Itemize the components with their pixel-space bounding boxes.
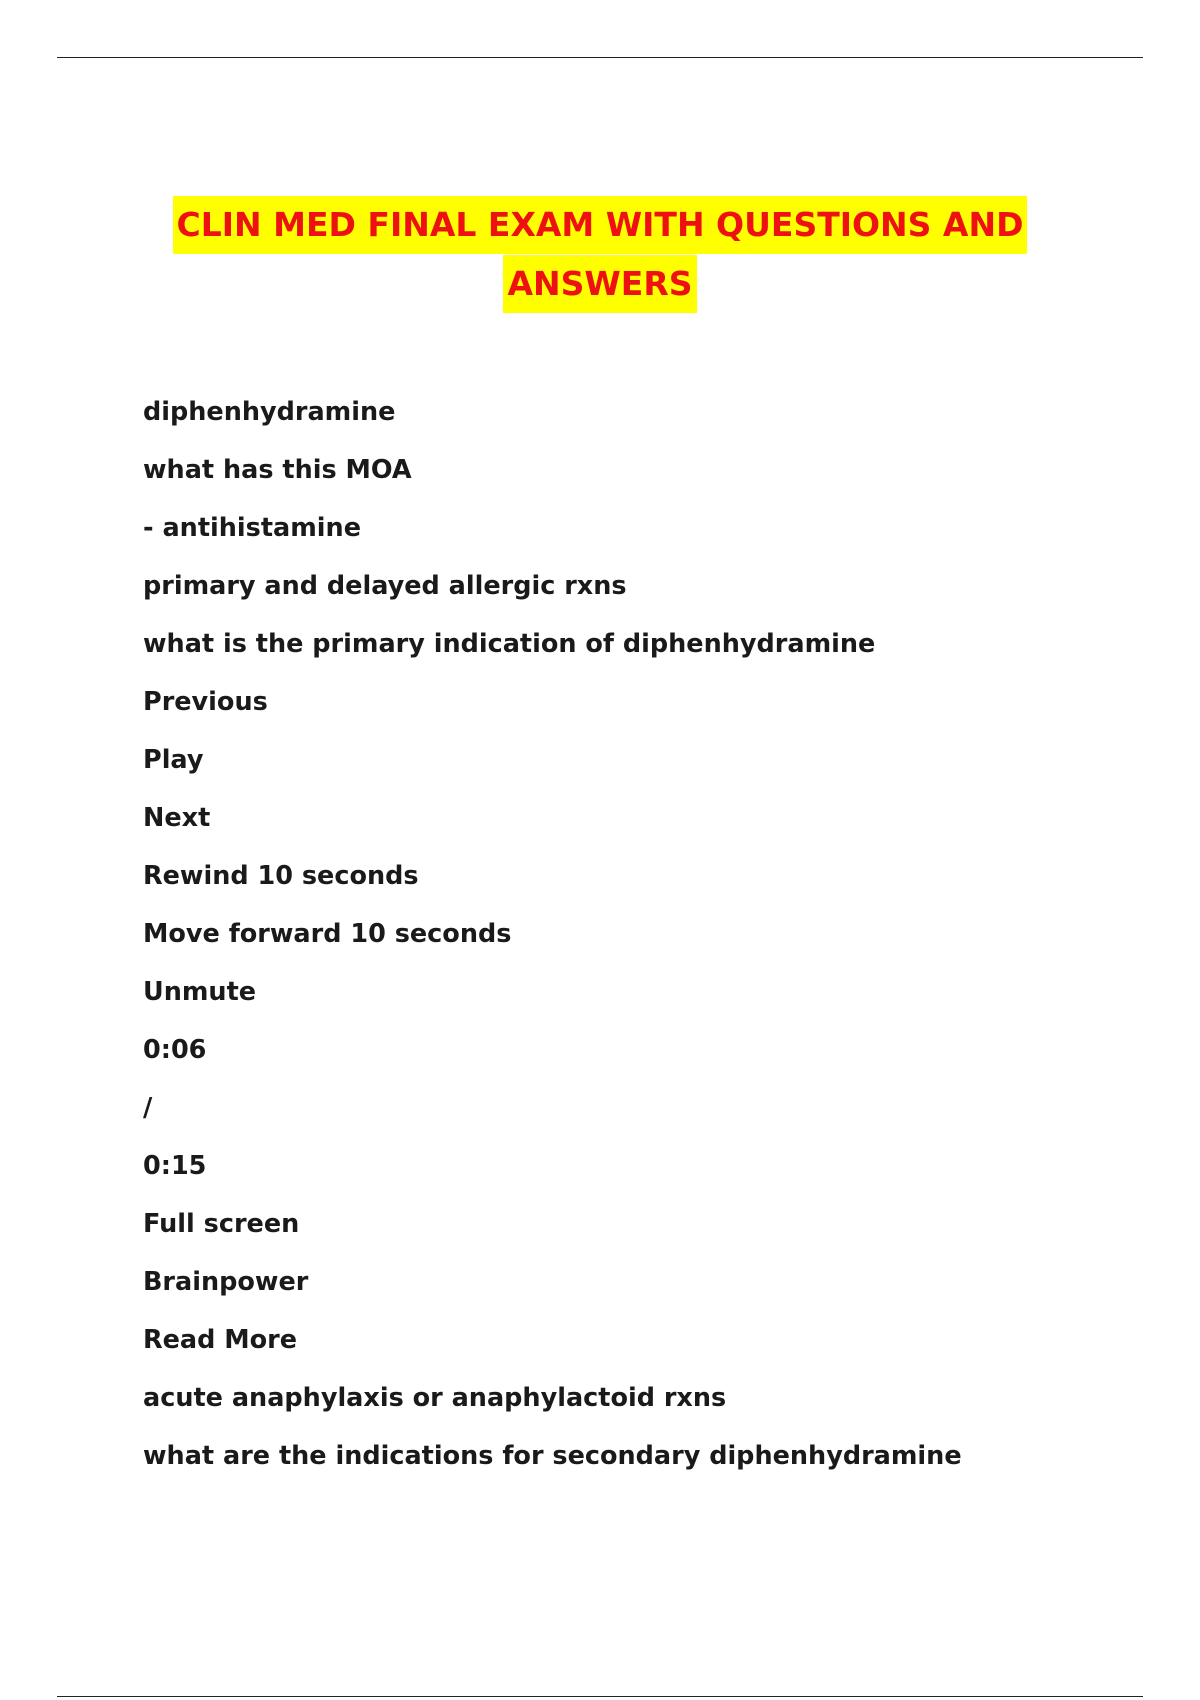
body-line: primary and delayed allergic rxns bbox=[143, 571, 627, 601]
header-rule bbox=[57, 57, 1143, 58]
body-line: Move forward 10 seconds bbox=[143, 919, 512, 949]
body-line: what has this MOA bbox=[143, 455, 412, 485]
document-title bbox=[0, 196, 1200, 314]
body-line: Brainpower bbox=[143, 1267, 309, 1297]
body-line: 0:15 bbox=[143, 1151, 207, 1181]
body-line: - antihistamine bbox=[143, 513, 361, 543]
body-line: 0:06 bbox=[143, 1035, 207, 1065]
body-line: what is the primary indication of diphenhydramine bbox=[143, 629, 876, 659]
title-line-2: ANSWERS bbox=[503, 255, 696, 313]
body-line: Next bbox=[143, 803, 211, 833]
body-line: Unmute bbox=[143, 977, 257, 1007]
footer-rule bbox=[57, 1696, 1143, 1697]
document-body bbox=[143, 390, 1143, 1492]
body-line: acute anaphylaxis or anaphylactoid rxns bbox=[143, 1383, 727, 1413]
body-line: diphenhydramine bbox=[143, 397, 396, 427]
body-line: Rewind 10 seconds bbox=[143, 861, 419, 891]
body-line: Play bbox=[143, 745, 204, 775]
body-line: what are the indications for secondary diphenhydramine bbox=[143, 1441, 962, 1471]
body-line: Previous bbox=[143, 687, 268, 717]
body-line: / bbox=[143, 1093, 153, 1123]
body-line: Read More bbox=[143, 1325, 298, 1355]
body-line: Full screen bbox=[143, 1209, 300, 1239]
title-line-1: CLIN MED FINAL EXAM WITH QUESTIONS AND bbox=[173, 196, 1028, 254]
